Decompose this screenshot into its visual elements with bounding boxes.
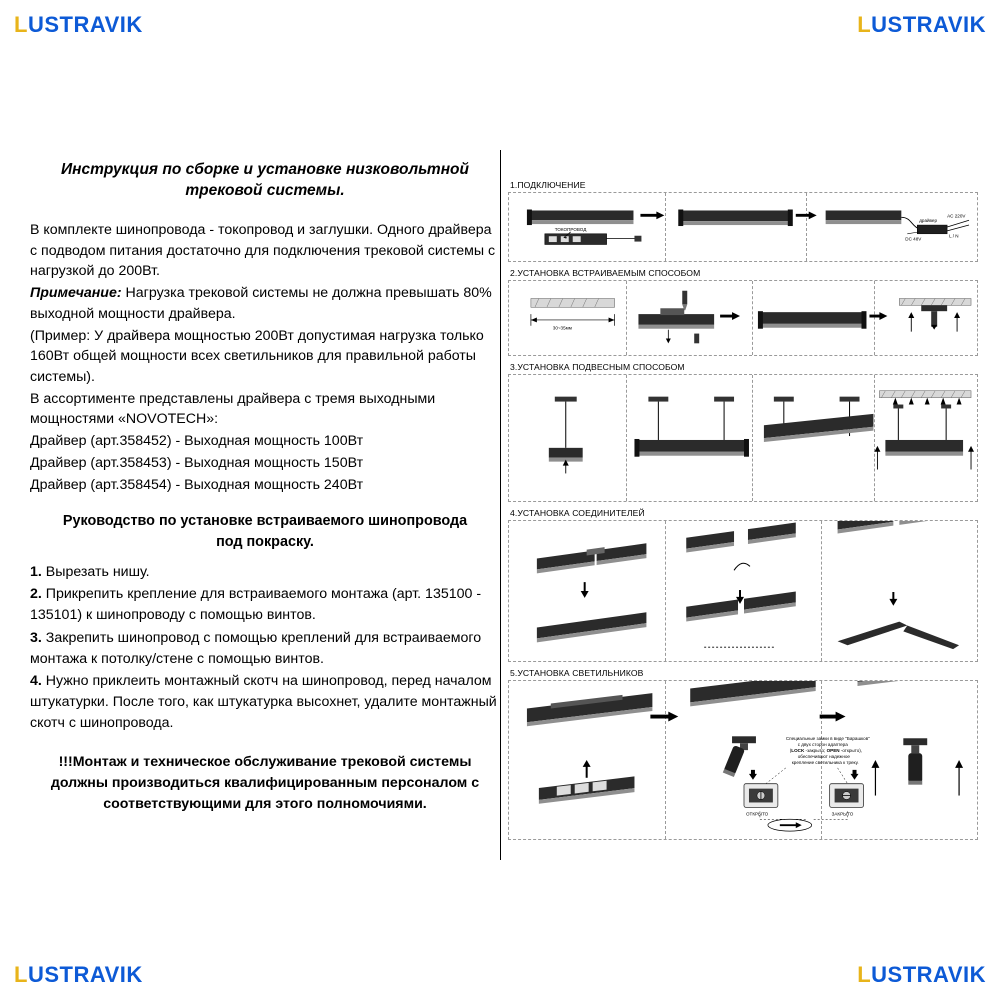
step-text: Прикрепить крепление для встраиваемого монтажа (арт. 135100 - 135101) к шинопроводу с помощью винтов. [30,586,482,624]
page-title: Инструкция по сборке и установке низковольтной трековой системы. [61,161,469,199]
watermark-letter: L [857,12,872,37]
note-label: Примечание: [30,285,122,302]
step-number: 2. [30,586,42,603]
intro-paragraph-4: В ассортименте представлены драйвера с тремя выходными мощностями «NOVOTECH»: [30,390,436,428]
diagram-section-connection [508,192,978,262]
driver-item-3: Драйвер (арт.358454) - Выходная мощность 240Вт [30,476,364,493]
instruction-text-column [30,160,500,830]
driver-item-1: Драйвер (арт.358452) - Выходная мощность 100Вт [30,433,364,450]
watermark-text: USTRAVIK [27,962,143,987]
step-4 [30,671,500,733]
diagram-label-3: 3.УСТАНОВКА ПОДВЕСНЫМ СПОСОБОМ [510,362,685,372]
svg-text:с двух сторон адаптера: с двух сторон адаптера [797,742,848,748]
diagram-section-suspended [508,374,978,502]
warning-text: !!!Монтаж и техническое обслуживание трековой системы должны производиться квалифицированным персоналом с соответствующими для этого полномочиями. [50,753,480,813]
step-text: Нужно приклеить монтажный скотч на шинопровод, перед началом штукатурки. После того, как штукатурка высохнет, удалите монтажный скотч с шинопровода. [30,673,497,731]
step-1 [30,562,500,583]
watermark-text: USTRAVIK [27,12,143,37]
svg-text:драйвер: драйвер [919,218,938,224]
step-2 [30,584,500,625]
watermark-letter: L [14,962,28,987]
svg-text:Специальные замки в виде "Бара: Специальные замки в виде "Барашков" [785,736,870,742]
watermark-letter: L [857,962,872,987]
driver-item-2: Драйвер (арт.358453) - Выходная мощность 150Вт [30,454,364,471]
watermark-bottom-left [14,962,143,988]
watermark-text: USTRAVIK [871,962,986,987]
step-text: Вырезать нишу. [45,563,150,580]
step-3 [30,628,500,669]
diagram-1-art [509,193,977,261]
diagram-column [508,180,978,846]
diagram-section-recessed [508,280,978,356]
section-title: Руководство по установке встраиваемого шинопровода под покраску. [62,513,468,550]
step-text: Закрепить шинопровод с помощью креплений для встраиваемого монтажа к потолку/стене с помощью винтов. [30,629,482,667]
diagram-section-connectors [508,520,978,662]
diagram-label-5: 5.УСТАНОВКА СВЕТИЛЬНИКОВ [510,668,644,678]
svg-text:AC 220V: AC 220V [947,213,966,219]
svg-text:L / N: L / N [949,233,959,239]
watermark-top-right [857,12,986,38]
diagram-section-luminaires [508,680,978,840]
diagram-3-art [509,375,977,501]
svg-text:DC 48V: DC 48V [905,236,922,242]
note-text: Нагрузка трековой системы не должна превышать 80% выходной мощности драйвера. [30,285,492,322]
svg-text:ЗАКРЫТО: ЗАКРЫТО [831,811,854,817]
watermark-text: USTRAVIK [871,12,986,37]
svg-text:обеспечивают надежное: обеспечивают надежное [797,754,850,760]
diagram-label-4: 4.УСТАНОВКА СОЕДИНИТЕЛЕЙ [510,508,645,518]
intro-paragraph-3: (Пример: У драйвера мощностью 200Вт допустимая нагрузка только 160Вт общей мощности всех светильников для правильной работы системы). [30,327,484,385]
watermark-bottom-right [857,962,986,988]
svg-text:30~35мм: 30~35мм [552,325,572,331]
diagram-2-art [509,281,977,355]
diagram-label-1: 1.ПОДКЛЮЧЕНИЕ [510,180,586,190]
watermark-letter: L [14,12,28,37]
step-number: 4. [30,673,42,690]
diagram-5-art [509,681,977,839]
step-number: 1. [30,563,42,580]
intro-paragraph-2 [30,283,500,324]
watermark-top-left [14,12,143,38]
intro-paragraph-1: В комплекте шинопровода - токопровод и заглушки. Одного драйвера с подводом питания достаточно для подключения трековой системы с нагрузкой до 200Вт. [30,221,496,280]
svg-text:(LOCK -закрыто; OPEN -открыто): (LOCK -закрыто; OPEN -открыто), [789,748,863,754]
column-divider [500,150,501,860]
diagram-label-2: 2.УСТАНОВКА ВСТРАИВАЕМЫМ СПОСОБОМ [510,268,701,278]
diagram-4-art [509,521,977,661]
svg-text:ТОКОПРОВОД: ТОКОПРОВОД [554,226,587,232]
svg-text:крепление светильника к треку.: крепление светильника к треку. [791,759,859,765]
step-number: 3. [30,629,42,646]
svg-text:ОТКРЫТО: ОТКРЫТО [745,811,769,817]
